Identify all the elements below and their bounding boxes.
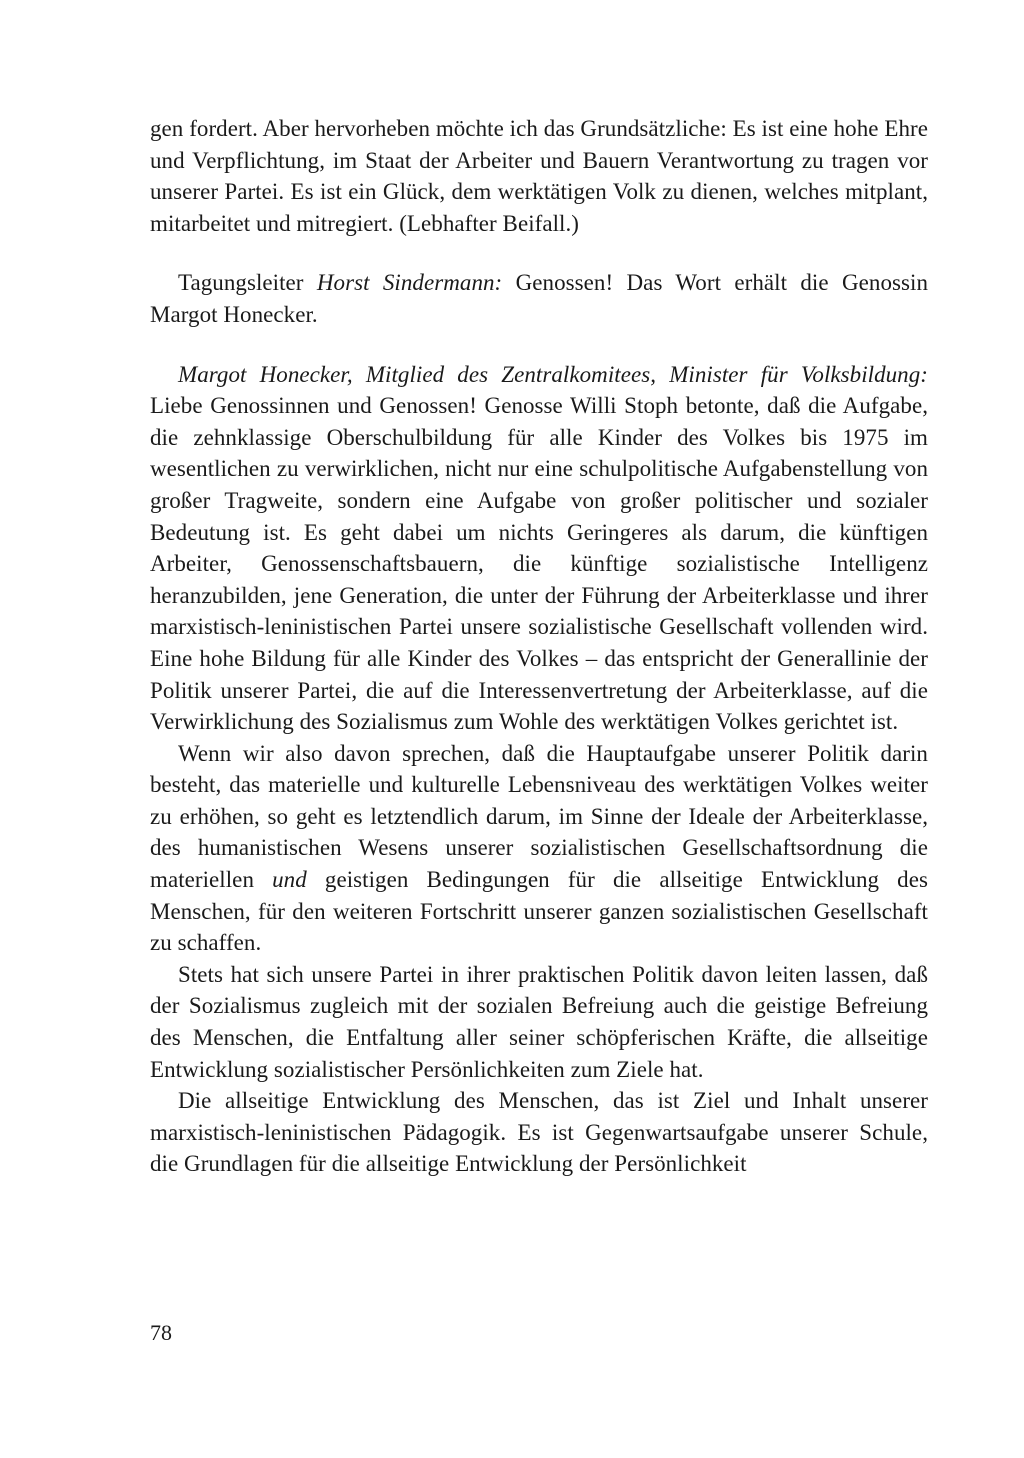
- paragraph-chairman-remark: [150, 267, 928, 330]
- speaker-attribution: Margot Honecker, Mitglied des Zentralkomitees, Minister für Volksbildung:: [178, 361, 928, 387]
- chairman-name: Horst Sindermann:: [316, 270, 503, 296]
- paragraph-speech-3: Stets hat sich unsere Partei in ihrer praktischen Politik davon leiten lassen, daß der Sozialismus zugleich mit der sozialen Befreiung auch die geistige Befreiung des Menschen, die Entfaltung aller seiner schöpferischen Kräfte, die allseitige Entwicklung sozialistischer Persönlichkeiten zum Ziele hat.: [150, 961, 928, 1082]
- emphasis-und: und: [272, 867, 307, 893]
- chairman-title: Tagungsleiter: [178, 270, 317, 296]
- paragraph-continuation: gen fordert. Aber hervorheben möchte ich das Grundsätzliche: Es ist eine hohe Ehre und Verpflichtung, im Staat der Arbeiter und Bauern Verantwortung zu tragen vor unserer Partei. Es ist ein Glück, dem werktätigen Volk zu dienen, welches mitplant, mitarbeitet und mitregiert. (Lebhafter Beifall.): [150, 116, 928, 236]
- body-text: [150, 113, 928, 1180]
- paragraph-speech-opening: [150, 359, 928, 738]
- speech-opening-text: Liebe Genossinnen und Genossen! Genosse Willi Stoph betonte, daß die Aufgabe, die zehnklassige Oberschulbildung für alle Kinder des Volkes bis 1975 im wesentlichen zu verwirklichen, nicht nur eine schulpolitische Aufgabenstellung von großer Tragweite, sondern eine Aufgabe von großer politischer und sozialer Bedeutung ist. Es geht dabei um nichts Geringeres als darum, die künftigen Arbeiter, Genossenschaftsbauern, die künftige sozialistische Intelligenz heranzubilden, jene Generation, die unter der Führung der Arbeiterklasse und ihrer marxistisch-leninistischen Partei unsere sozialistische Gesellschaft vollenden wird. Eine hohe Bildung für alle Kinder des Volkes – das entspricht der Generallinie der Politik unserer Partei, die auf die Interessenvertretung der Arbeiterklasse, auf die Verwirklichung des Sozialismus zum Wohle des werktätigen Volkes gerichtet ist.: [150, 393, 928, 735]
- chairman-statement: Genossen! Das Wort erhält die Genossin Margot Honecker.: [150, 270, 929, 327]
- paragraph-speech-4: Die allseitige Entwicklung des Menschen, das ist Ziel und Inhalt unserer marxistisch-leninistischen Pädagogik. Es ist Gegenwartsaufgabe unserer Schule, die Grundlagen für die allseitige Entwicklung der Persönlichkeit: [150, 1088, 928, 1177]
- page-number: 78: [150, 1320, 172, 1345]
- paragraph-speech-2: Wenn wir also davon sprechen, daß die Hauptaufgabe unserer Politik darin besteht, das materielle und kulturelle Lebensniveau des werktätigen Volkes weiter zu erhöhen, so geht es letztendlich darum, im Sinne der Ideale der Arbeiterklasse, des humanistischen Wesens unserer sozialistischen Gesellschaftsordnung die materiellen und geistigen Bedingungen für die allseitige Entwicklung des Menschen, für den weiteren Fortschritt unserer ganzen sozialistischen Gesellschaft zu schaffen.: [150, 740, 928, 956]
